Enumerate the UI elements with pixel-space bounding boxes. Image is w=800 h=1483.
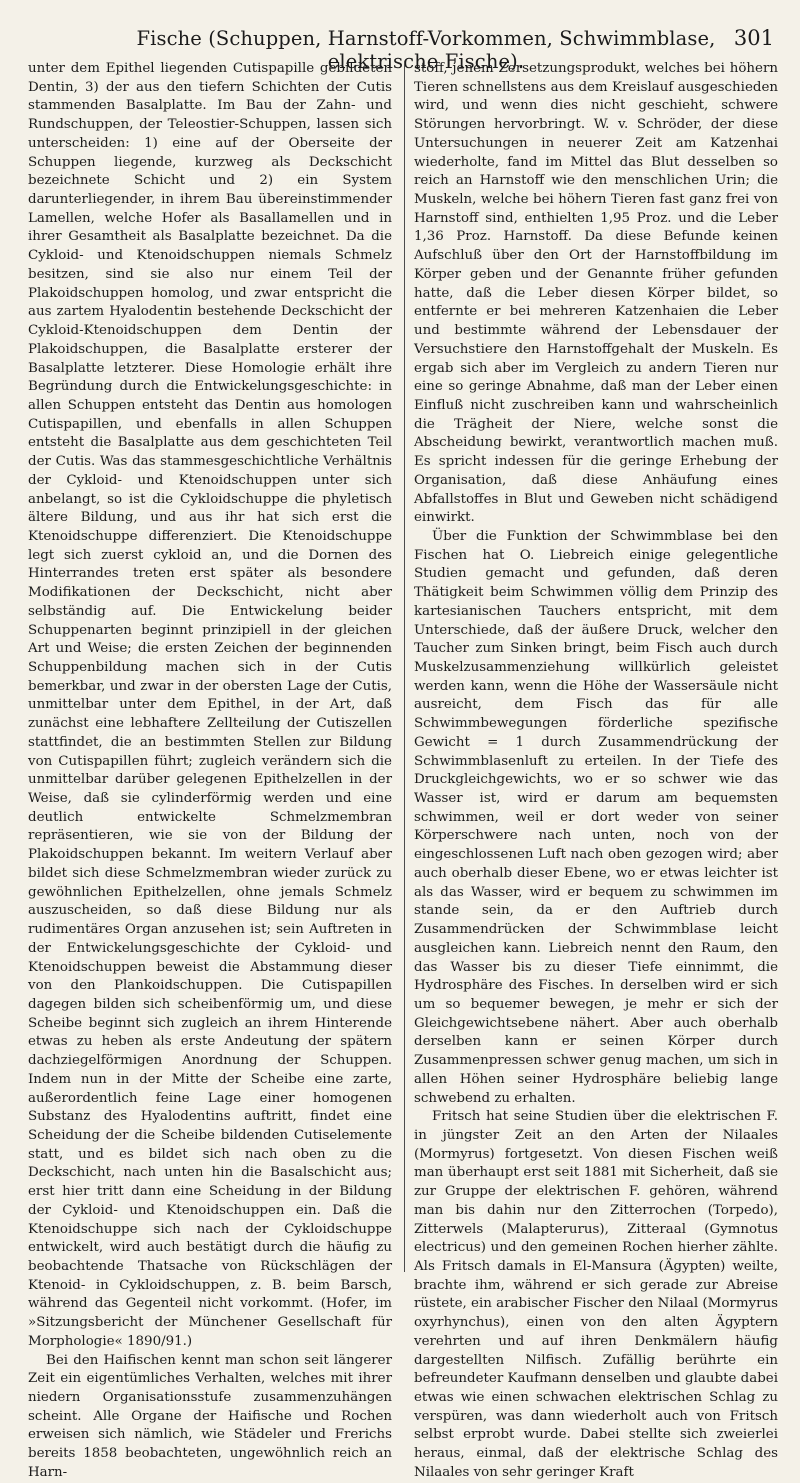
text-columns	[28, 60, 778, 1480]
paragraph: stoff, jenem Zersetzungsprodukt, welches bei höhern Tieren schnellstens aus dem Kreislauf ausgeschieden wird, und wenn dies nicht geschieht, schwere Störungen hervorbringt. W. v. Schröder, der diese Untersuchungen in neuerer Zeit am Katzenhai wiederholte, fand im Mittel das Blut desselben so reich an Harnstoff wie den menschlichen Urin; die Muskeln, welche bei höhern Tieren fast ganz frei von Harnstoff sind, enthielten 1,95 Proz. und die Leber 1,36 Proz. Harnstoff. Da diese Befunde keinen Aufschluß über den Ort der Harnstoffbildung im Körper geben und der Genannte früher gefunden hatte, daß die Leber diesen Körper bildet, so entfernte er bei mehreren Katzenhaien die Leber und bestimmte während der Lebensdauer der Versuchstiere den Harnstoffgehalt der Muskeln. Es ergab sich aber im Vergleich zu andern Tieren nur eine so geringe Abnahme, daß man der Leber einen Einfluß nicht zuschreiben kann und wahrscheinlich die Trägheit der Niere, welche sonst die Abscheidung bewirkt, verantwortlich machen muß. Es spricht indessen für die geringe Erhebung der Organisation, daß diese Anhäufung eines Abfallstoffes in Blut und Geweben nicht schädigend einwirkt.	[414, 61, 778, 526]
running-title: Fische (Schuppen, Harnstoff-Vorkommen, Schwimmblase, elektrische Fische).	[136, 27, 716, 73]
paragraph: Über die Funktion der Schwimmblase bei den Fischen hat O. Liebreich einige gelegentliche Studien gemacht und gefunden, daß deren Thätigkeit beim Schwimmen völlig dem Prinzip des kartesianischen Tauchers entspricht, mit dem Unterschiede, daß der äußere Druck, welcher den Taucher zum Sinken bringt, beim Fisch auch durch Muskelzusammenziehung willkürlich geleistet werden kann, wenn die Höhe der Wassersäule nicht ausreicht, dem Fisch das für alle Schwimmbewegungen förderliche spezifische Gewicht = 1 durch Zusammendrückung der Schwimmblasenluft zu erteilen. In der Tiefe des Druckgleichgewichts, wo er so schwer wie das Wasser ist, wird er darum am bequemsten schwimmen, weil er dort weder von seiner Körperschwere nach unten, noch von der eingeschlossenen Luft nach oben gezogen wird; aber auch oberhalb dieser Ebene, wo er etwas leichter ist als das Wasser, wird er bequem zu schwimmen im stande sein, da er den Auftrieb durch Zusammendrücken der Schwimmblase leicht ausgleichen kann. Liebreich nennt den Raum, den das Wasser bis zu dieser Tiefe einnimmt, die Hydrosphäre des Fisches. In derselben wird er sich um so bequemer bewegen, je mehr er sich der Gleichgewichtsebene nähert. Aber auch oberhalb derselben kann er seinen Körper durch Zusammenpressen schwer genug machen, um sich in allen Höhen seiner Hydrosphäre beliebig lange schwebend zu erhalten.	[414, 528, 778, 1106]
column-divider	[404, 62, 405, 1272]
right-column	[414, 60, 778, 1480]
paragraph: Bei den Haifischen kennt man schon seit längerer Zeit ein eigentümliches Verhalten, welches mit ihrer niedern Organisationsstufe zusammenzuhängen scheint. Alle Organe der Haifische und Rochen erweisen sich nämlich, wie Städeler und Frerichs bereits 1858 beobachteten, ungewöhnlich reich an Harn-	[28, 1352, 392, 1480]
left-column	[28, 60, 392, 1480]
paragraph: unter dem Epithel liegenden Cutispapille gebildeten Dentin, 3) der aus den tiefern Schichten der Cutis stammenden Basalplatte. Im Bau der Zahn- und Rundschuppen, der Teleostier-Schuppen, lassen sich unterscheiden: 1) eine auf der Oberseite der Schuppen liegende, kurzweg als Deckschicht bezeichnete Schicht und 2) ein System darunterliegender, in ihrem Bau übereinstimmender Lamellen, welche Hofer als Basallamellen und in ihrer Gesamtheit als Basalplatte bezeichnet. Da die Cykloid- und Ktenoidschuppen niemals Schmelz besitzen, sind sie also nur einem Teil der Plakoidschuppen homolog, und zwar entspricht die aus zartem Hyalodentin bestehende Deckschicht der Cykloid-Ktenoidschuppen dem Dentin der Plakoidschuppen, die Basalplatte ersterer der Basalplatte letzterer. Diese Homologie erhält ihre Begründung durch die Entwickelungsgeschichte: in allen Schuppen entsteht das Dentin aus homologen Cutispapillen, und ebenfalls in allen Schuppen entsteht die Basalplatte aus dem geschichteten Teil der Cutis. Was das stammesgeschichtliche Verhältnis der Cykloid- und Ktenoidschuppen unter sich anbelangt, so ist die Cykloidschuppe die phyletisch ältere Bildung, und aus ihr hat sich erst die Ktenoidschuppe differenziert. Die Ktenoidschuppe legt sich zuerst cykloid an, und die Dornen des Hinterrandes treten erst später als besondere Modifikationen der Deckschicht, nicht aber selbständig auf. Die Entwickelung beider Schuppenarten beginnt prinzipiell in der gleichen Art und Weise; die ersten Zeichen der beginnenden Schuppenbildung machen sich in der Cutis bemerkbar, und zwar in der obersten Lage der Cutis, unmittelbar unter dem Epithel, in der Art, daß zunächst eine lebhaftere Zellteilung der Cutiszellen stattfindet, die an bestimmten Stellen zur Bildung von Cutispapillen führt; zugleich verändern sich die unmittelbar darüber gelegenen Epithelzellen in der Weise, daß sie cylinderförmig werden und eine deutlich entwickelte Schmelzmembran repräsentieren, wie sie von der Bildung der Plakoidschuppen bekannt. Im weitern Verlauf aber bildet sich diese Schmelzmembran wieder zurück zu gewöhnlichen Epithelzellen, ohne jemals Schmelz auszuscheiden, so daß diese Bildung nur als rudimentäres Organ anzusehen ist; sein Auftreten in der Entwickelungsgeschichte der Cykloid- und Ktenoidschuppen beweist die Abstammung dieser von den Plankoidschuppen. Die Cutispapillen dagegen bilden sich scheibenförmig um, und diese Scheibe beginnt sich zugleich an ihrem Hinterende etwas zu heben als erste Andeutung der spätern dachziegelförmigen Anordnung der Schuppen. Indem nun in der Mitte der Scheibe eine zarte, außerordentlich feine Lage einer homogenen Substanz des Hyalodentins auftritt, findet eine Scheidung der die Scheibe bildenden Cutiselemente statt, und es bildet sich nach oben zu die Deckschicht, nach unten hin die Basalschicht aus; erst hier tritt dann eine Scheidung in der Bildung der Cykloid- und Ktenoidschuppen ein. Daß die Ktenoidschuppe sich nach der Cykloidschuppe entwickelt, wird auch bestätigt durch die häufig zu beobachtende Thatsache von Rückschlägen der Ktenoid- in Cykloidschuppen, z. B. beim Barsch, während das Gegenteil nicht vorkommt. (Hofer, im »Sitzungsbericht der Münchener Gesellschaft für Morphologie« 1890/91.)	[28, 61, 392, 1349]
paragraph: Fritsch hat seine Studien über die elektrischen F. in jüngster Zeit an den Arten der Nilaales (Mormyrus) fortgesetzt. Von diesen Fischen weiß man überhaupt erst seit 1881 mit Sicherheit, daß sie zur Gruppe der elektrischen F. gehören, während man bis dahin nur den Zitterrochen (Torpedo), Zitterwels (Malapterurus), Zitteraal (Gymnotus electricus) und den gemeinen Rochen hierher zählte. Als Fritsch damals in El-Mansura (Ägypten) weilte, brachte ihm, während er sich gerade zur Abreise rüstete, ein arabischer Fischer den Nilaal (Mormyrus oxyrhynchus), einen von den alten Ägyptern verehrten und auf ihren Denkmälern häufig dargestellten Nilfisch. Zufällig berührte ein befreundeter Kaufmann denselben und glaubte dabei etwas wie einen schwachen elektrischen Schlag zu verspüren, was dann wiederholt auch von Fritsch selbst erprobt wurde. Dabei stellte sich zweierlei heraus, einmal, daß der elektrische Schlag des Nilaales von sehr geringer Kraft	[414, 1109, 778, 1480]
page-number: 301	[733, 26, 774, 50]
page-header	[28, 26, 778, 73]
